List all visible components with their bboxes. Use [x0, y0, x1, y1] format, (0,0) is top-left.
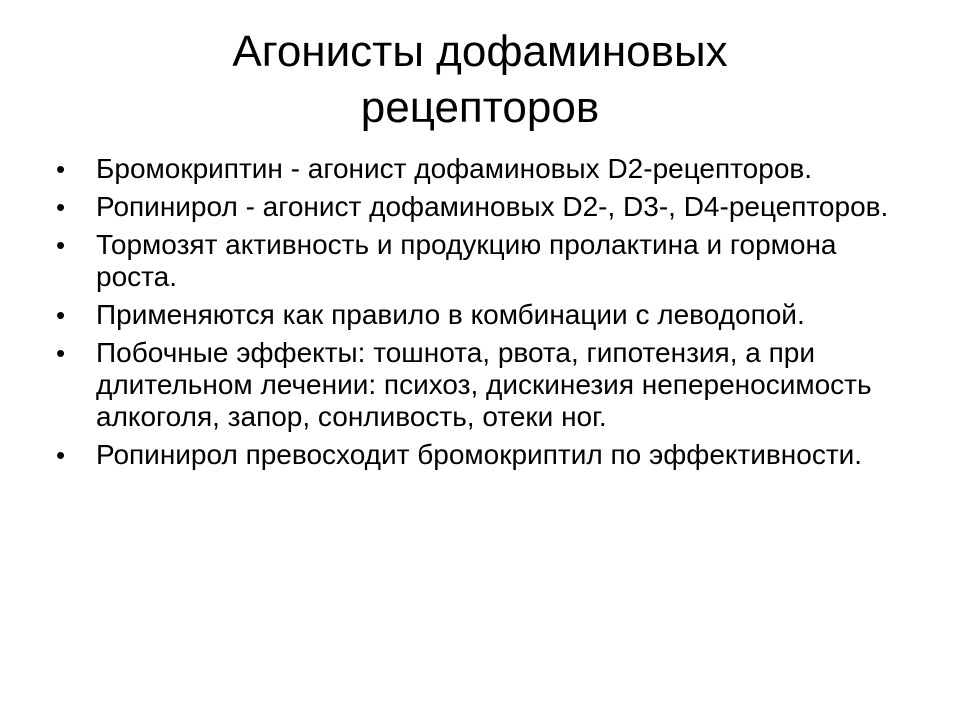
bullet-text: Ропинирол - агонист дофаминовых D2-, D3-, D4-рецепторов. — [96, 191, 889, 222]
slide-title — [0, 24, 960, 136]
bullet-dot-icon: • — [56, 338, 66, 368]
bullet-dot-icon: • — [56, 300, 66, 330]
bullet-text: Применяются как правило в комбинации с леводопой. — [96, 299, 805, 330]
bullet-item-6 — [54, 439, 914, 471]
bullet-dot-icon: • — [56, 154, 66, 184]
bullet-item-5 — [54, 337, 914, 433]
bullet-text: Побочные эффекты: тошнота, рвота, гипотензия, а при длительном лечении: психоз, дискинезия непереносимость алкоголя, запор, сонливость, отеки ног. — [96, 337, 872, 432]
bullet-item-3 — [54, 229, 914, 293]
bullet-list — [54, 153, 914, 477]
slide-title-line-1: Агонисты дофаминовых — [232, 27, 728, 76]
slide-title-line-2: рецепторов — [360, 83, 600, 132]
bullet-item-2 — [54, 191, 914, 223]
bullet-dot-icon: • — [56, 440, 66, 470]
bullet-text: Бромокриптин - агонист дофаминовых D2-рецепторов. — [96, 153, 813, 184]
bullet-item-1 — [54, 153, 914, 185]
bullet-text: Тормозят активность и продукцию пролактина и гормона роста. — [96, 229, 837, 292]
bullet-dot-icon: • — [56, 230, 66, 260]
bullet-text: Ропинирол превосходит бромокриптил по эффективности. — [96, 439, 863, 470]
bullet-item-4 — [54, 299, 914, 331]
bullet-dot-icon: • — [56, 192, 66, 222]
